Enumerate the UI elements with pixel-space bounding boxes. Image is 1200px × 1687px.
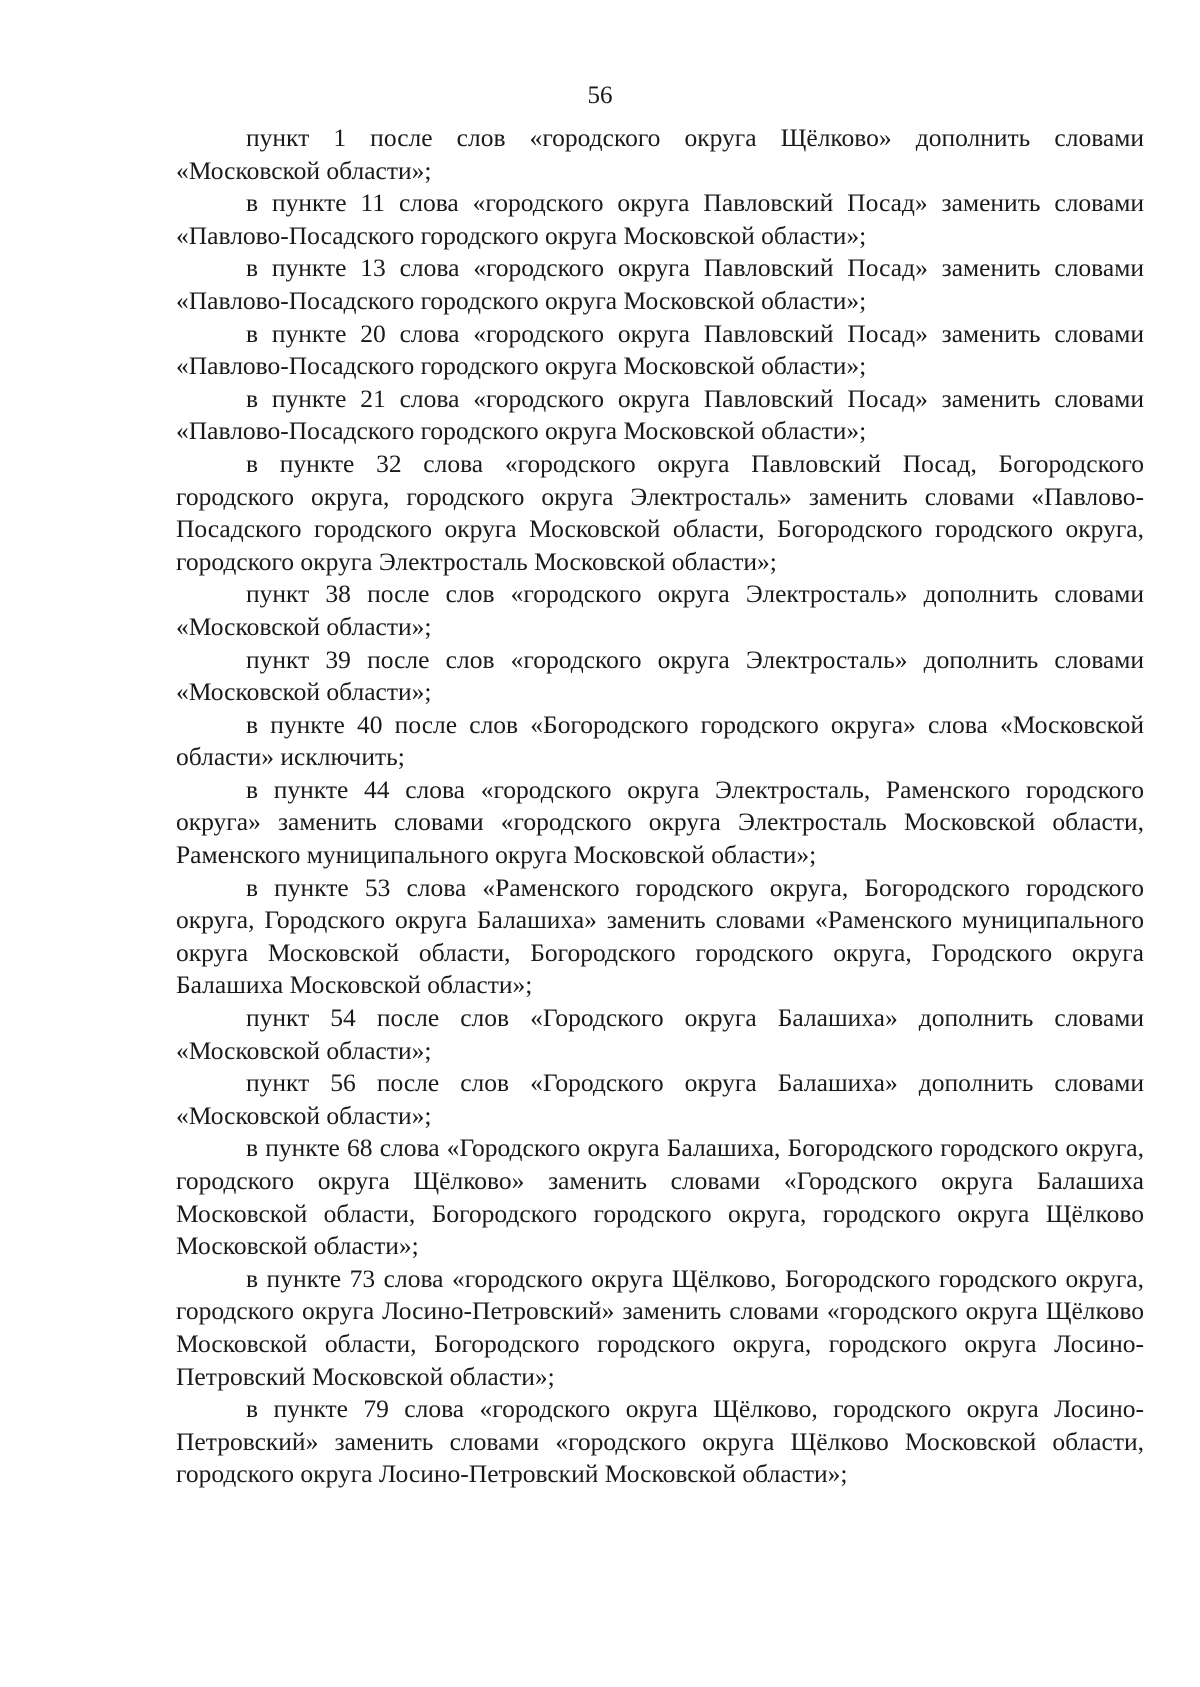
paragraph-10: в пункте 44 слова «городского округа Электросталь, Раменского городского округа» заменить словами «городского округа Электросталь Московской области, Раменского муниципального округа Московской области»; — [176, 774, 1144, 870]
paragraph-15: в пункте 73 слова «городского округа Щёлково, Богородского городского округа, городского округа Лосино-Петровский» заменить словами «городского округа Щёлково Московской области, Богородского городского округа, городского округа Лосино-Петровский Московской области»; — [176, 1263, 1144, 1391]
paragraph-7: пункт 38 после слов «городского округа Электросталь» дополнить словами «Московской области»; — [176, 579, 1144, 641]
paragraph-12: пункт 54 после слов «Городского округа Балашиха» дополнить словами «Московской области»; — [176, 1003, 1144, 1065]
paragraph-9: в пункте 40 после слов «Богородского городского округа» слова «Московской области» исключить; — [176, 709, 1144, 772]
paragraph-14: в пункте 68 слова «Городского округа Балашиха, Богородского городского округа, городского округа Щёлково» заменить словами «Городского округа Балашиха Московской области, Богородского городского округа, городского округа Щёлково Московской области»; — [176, 1133, 1144, 1261]
page-number: 56 — [587, 82, 613, 109]
paragraph-11: в пункте 53 слова «Раменского городского округа, Богородского городского округа, Городского округа Балашиха» заменить словами «Раменского муниципального округа Московской области, Богородского городского округа, Городского округа Балашиха Московской области»; — [176, 872, 1144, 1000]
paragraph-2: в пункте 11 слова «городского округа Павловский Посад» заменить словами «Павлово-Посадского городского округа Московской области»; — [176, 188, 1144, 250]
paragraph-16: в пункте 79 слова «городского округа Щёлково, городского округа Лосино-Петровский» заменить словами «городского округа Щёлково Московской области, городского округа Лосино-Петровский Московской области»; — [176, 1394, 1144, 1489]
paragraph-5: в пункте 21 слова «городского округа Павловский Посад» заменить словами «Павлово-Посадского городского округа Московской области»; — [176, 383, 1144, 446]
paragraph-6: в пункте 32 слова «городского округа Павловский Посад, Богородского городского округа, городского округа Электросталь» заменить словами «Павлово-Посадского городского округа Московской области, Богородского городского округа, городского округа Электросталь Московской области»; — [176, 448, 1144, 576]
paragraph-1: пункт 1 после слов «городского округа Щёлково» дополнить словами «Московской области»; — [176, 123, 1144, 185]
paragraph-4: в пункте 20 слова «городского округа Павловский Посад» заменить словами «Павлово-Посадского городского округа Московской области»; — [176, 318, 1144, 381]
paragraph-3: в пункте 13 слова «городского округа Павловский Посад» заменить словами «Павлово-Посадского городского округа Московской области»; — [176, 253, 1144, 315]
paragraph-13: пункт 56 после слов «Городского округа Балашиха» дополнить словами «Московской области»; — [176, 1068, 1144, 1130]
paragraph-8: пункт 39 после слов «городского округа Электросталь» дополнить словами «Московской области»; — [176, 644, 1144, 707]
document-body — [176, 122, 1144, 1491]
